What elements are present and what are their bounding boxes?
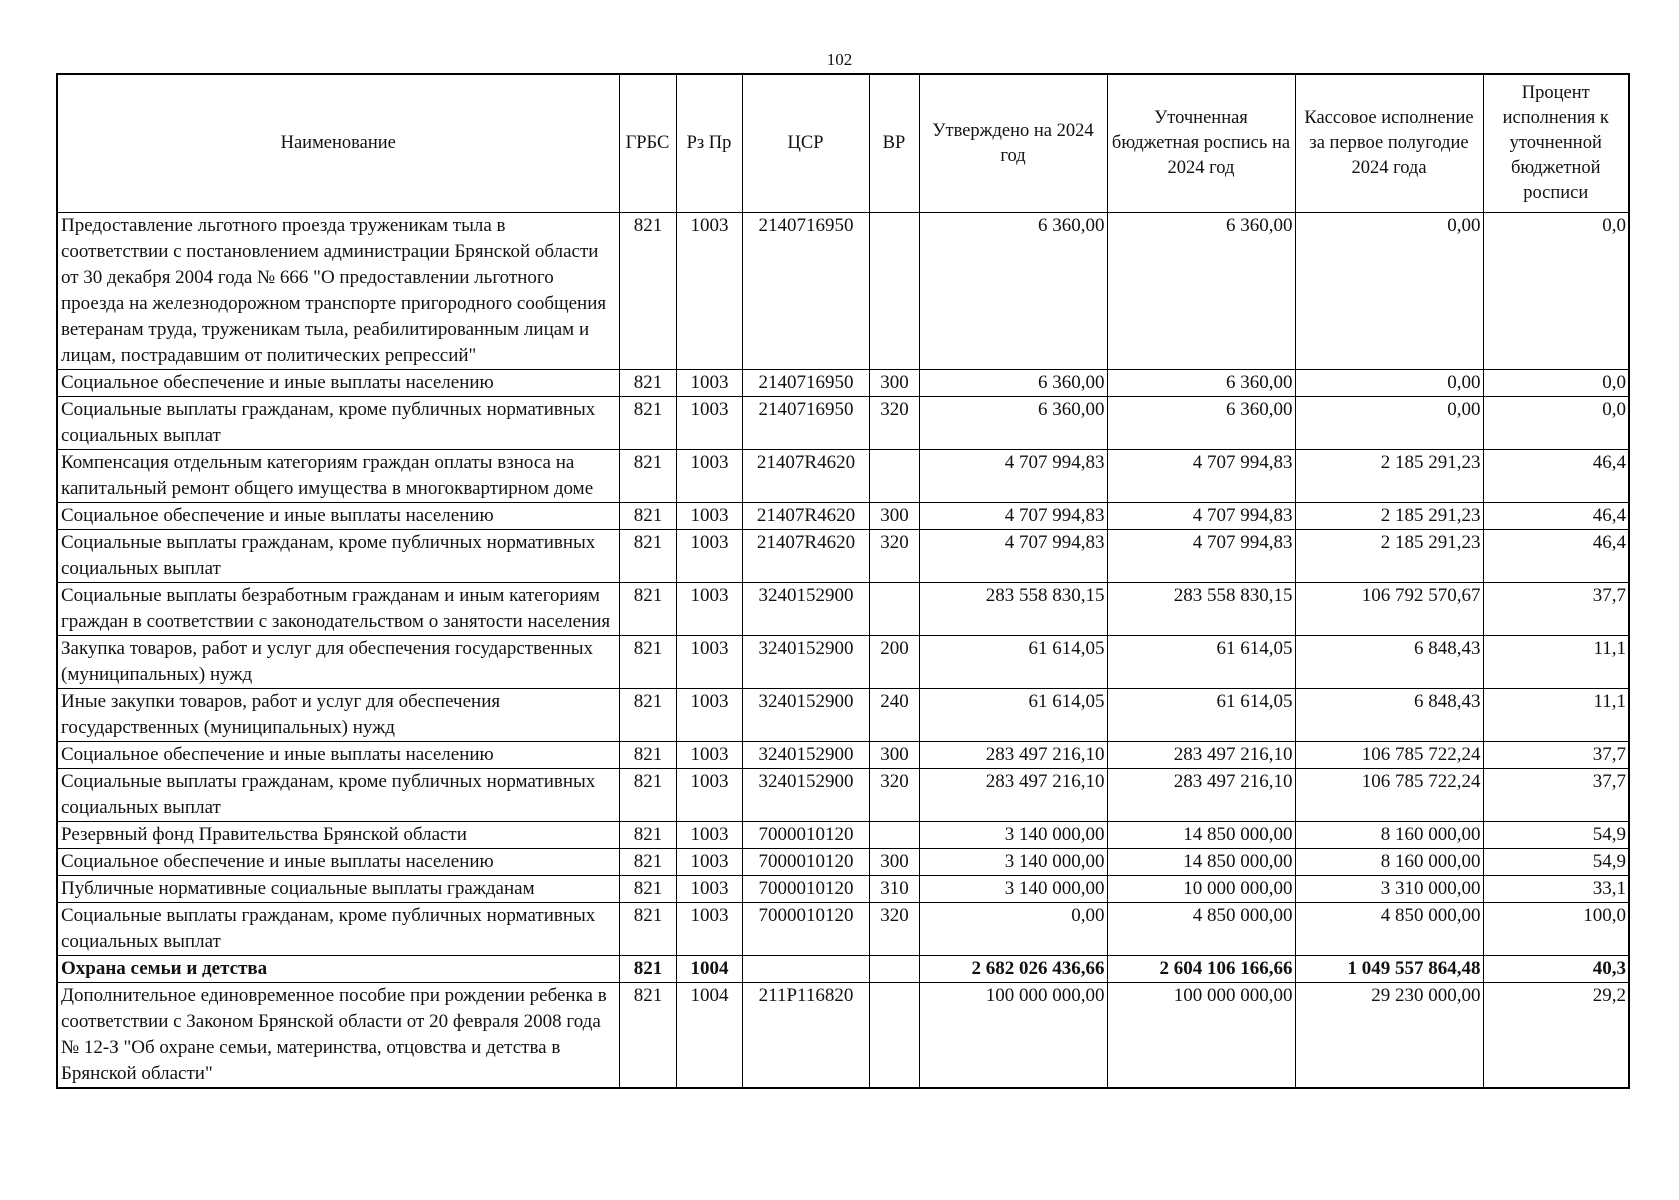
cell-rzpr: 1003 <box>676 876 742 903</box>
cell-approved: 4 707 994,83 <box>919 503 1107 530</box>
cell-cash: 2 185 291,23 <box>1295 503 1483 530</box>
cell-name: Социальные выплаты гражданам, кроме публичных нормативных социальных выплат <box>57 530 619 583</box>
table-row <box>57 903 1629 956</box>
budget-table <box>56 73 1630 1089</box>
cell-cash: 0,00 <box>1295 213 1483 370</box>
cell-name: Социальные выплаты гражданам, кроме публичных нормативных социальных выплат <box>57 903 619 956</box>
cell-grbs: 821 <box>619 822 676 849</box>
cell-name: Дополнительное единовременное пособие при рождении ребенка в соответствии с Законом Брянской области от 20 февраля 2008 года № 12-З "Об охране семьи, материнства, отцовства и детства в Брянской области" <box>57 983 619 1089</box>
cell-refined: 2 604 106 166,66 <box>1107 956 1295 983</box>
cell-percent: 0,0 <box>1483 213 1629 370</box>
cell-vr: 300 <box>869 849 919 876</box>
table-row <box>57 742 1629 769</box>
cell-csr: 7000010120 <box>742 903 869 956</box>
header-name: Наименование <box>57 74 619 213</box>
cell-grbs: 821 <box>619 742 676 769</box>
table-row <box>57 213 1629 370</box>
header-row <box>57 74 1629 213</box>
header-cash: Кассовое исполнение за первое полугодие 2024 года <box>1295 74 1483 213</box>
cell-cash: 1 049 557 864,48 <box>1295 956 1483 983</box>
cell-name: Публичные нормативные социальные выплаты гражданам <box>57 876 619 903</box>
cell-refined: 283 497 216,10 <box>1107 769 1295 822</box>
cell-approved: 4 707 994,83 <box>919 450 1107 503</box>
cell-name: Компенсация отдельным категориям граждан оплаты взноса на капитальный ремонт общего имущества в многоквартирном доме <box>57 450 619 503</box>
cell-rzpr: 1004 <box>676 983 742 1089</box>
cell-approved: 0,00 <box>919 903 1107 956</box>
cell-rzpr: 1003 <box>676 689 742 742</box>
cell-csr: 21407R4620 <box>742 503 869 530</box>
cell-rzpr: 1003 <box>676 822 742 849</box>
cell-cash: 8 160 000,00 <box>1295 849 1483 876</box>
cell-grbs: 821 <box>619 397 676 450</box>
cell-vr <box>869 583 919 636</box>
cell-cash: 4 850 000,00 <box>1295 903 1483 956</box>
cell-csr: 3240152900 <box>742 742 869 769</box>
cell-rzpr: 1003 <box>676 530 742 583</box>
cell-grbs: 821 <box>619 636 676 689</box>
cell-cash: 29 230 000,00 <box>1295 983 1483 1089</box>
cell-vr <box>869 822 919 849</box>
cell-approved: 4 707 994,83 <box>919 530 1107 583</box>
cell-name: Закупка товаров, работ и услуг для обеспечения государственных (муниципальных) нужд <box>57 636 619 689</box>
header-csr: ЦСР <box>742 74 869 213</box>
cell-grbs: 821 <box>619 503 676 530</box>
cell-grbs: 821 <box>619 530 676 583</box>
cell-cash: 106 792 570,67 <box>1295 583 1483 636</box>
cell-refined: 4 707 994,83 <box>1107 530 1295 583</box>
cell-vr <box>869 956 919 983</box>
header-refined: Уточненная бюджетная роспись на 2024 год <box>1107 74 1295 213</box>
cell-csr: 21407R4620 <box>742 450 869 503</box>
cell-cash: 106 785 722,24 <box>1295 769 1483 822</box>
cell-approved: 283 558 830,15 <box>919 583 1107 636</box>
cell-cash: 0,00 <box>1295 397 1483 450</box>
table-row <box>57 689 1629 742</box>
cell-percent: 46,4 <box>1483 503 1629 530</box>
cell-vr: 310 <box>869 876 919 903</box>
cell-percent: 46,4 <box>1483 450 1629 503</box>
cell-grbs: 821 <box>619 213 676 370</box>
cell-approved: 2 682 026 436,66 <box>919 956 1107 983</box>
cell-cash: 2 185 291,23 <box>1295 530 1483 583</box>
header-vr: ВР <box>869 74 919 213</box>
table-row <box>57 530 1629 583</box>
cell-refined: 10 000 000,00 <box>1107 876 1295 903</box>
cell-approved: 3 140 000,00 <box>919 849 1107 876</box>
table-row <box>57 769 1629 822</box>
cell-rzpr: 1003 <box>676 742 742 769</box>
cell-name: Социальное обеспечение и иные выплаты населению <box>57 370 619 397</box>
cell-csr: 3240152900 <box>742 769 869 822</box>
cell-vr: 300 <box>869 503 919 530</box>
cell-csr: 2140716950 <box>742 213 869 370</box>
cell-rzpr: 1004 <box>676 956 742 983</box>
cell-approved: 3 140 000,00 <box>919 822 1107 849</box>
cell-refined: 6 360,00 <box>1107 213 1295 370</box>
cell-refined: 4 850 000,00 <box>1107 903 1295 956</box>
cell-rzpr: 1003 <box>676 450 742 503</box>
cell-grbs: 821 <box>619 450 676 503</box>
cell-percent: 46,4 <box>1483 530 1629 583</box>
cell-grbs: 821 <box>619 689 676 742</box>
cell-name: Социальное обеспечение и иные выплаты населению <box>57 503 619 530</box>
cell-rzpr: 1003 <box>676 903 742 956</box>
cell-percent: 37,7 <box>1483 742 1629 769</box>
cell-csr: 7000010120 <box>742 822 869 849</box>
table-row <box>57 503 1629 530</box>
cell-vr: 300 <box>869 370 919 397</box>
cell-grbs: 821 <box>619 903 676 956</box>
cell-rzpr: 1003 <box>676 397 742 450</box>
cell-csr: 3240152900 <box>742 689 869 742</box>
cell-vr: 300 <box>869 742 919 769</box>
cell-cash: 6 848,43 <box>1295 689 1483 742</box>
cell-cash: 2 185 291,23 <box>1295 450 1483 503</box>
cell-cash: 3 310 000,00 <box>1295 876 1483 903</box>
cell-refined: 4 707 994,83 <box>1107 450 1295 503</box>
cell-csr: 3240152900 <box>742 636 869 689</box>
cell-name: Социальные выплаты безработным гражданам и иным категориям граждан в соответствии с законодательством о занятости населения <box>57 583 619 636</box>
cell-rzpr: 1003 <box>676 769 742 822</box>
cell-refined: 6 360,00 <box>1107 370 1295 397</box>
cell-approved: 6 360,00 <box>919 213 1107 370</box>
cell-vr <box>869 213 919 370</box>
cell-rzpr: 1003 <box>676 370 742 397</box>
cell-approved: 3 140 000,00 <box>919 876 1107 903</box>
cell-percent: 37,7 <box>1483 769 1629 822</box>
cell-name: Иные закупки товаров, работ и услуг для обеспечения государственных (муниципальных) нужд <box>57 689 619 742</box>
cell-name: Социальные выплаты гражданам, кроме публичных нормативных социальных выплат <box>57 397 619 450</box>
table-row <box>57 397 1629 450</box>
cell-percent: 100,0 <box>1483 903 1629 956</box>
cell-approved: 100 000 000,00 <box>919 983 1107 1089</box>
cell-vr: 200 <box>869 636 919 689</box>
table-row <box>57 849 1629 876</box>
cell-percent: 54,9 <box>1483 822 1629 849</box>
cell-percent: 0,0 <box>1483 370 1629 397</box>
cell-rzpr: 1003 <box>676 503 742 530</box>
table-body <box>57 213 1629 1089</box>
header-grbs: ГРБС <box>619 74 676 213</box>
cell-approved: 61 614,05 <box>919 636 1107 689</box>
cell-refined: 4 707 994,83 <box>1107 503 1295 530</box>
cell-percent: 0,0 <box>1483 397 1629 450</box>
cell-approved: 283 497 216,10 <box>919 769 1107 822</box>
cell-vr: 240 <box>869 689 919 742</box>
cell-rzpr: 1003 <box>676 636 742 689</box>
cell-csr: 7000010120 <box>742 876 869 903</box>
cell-cash: 0,00 <box>1295 370 1483 397</box>
cell-name: Социальное обеспечение и иные выплаты населению <box>57 742 619 769</box>
cell-rzpr: 1003 <box>676 849 742 876</box>
table-row <box>57 636 1629 689</box>
cell-percent: 33,1 <box>1483 876 1629 903</box>
cell-rzpr: 1003 <box>676 583 742 636</box>
cell-name: Социальные выплаты гражданам, кроме публичных нормативных социальных выплат <box>57 769 619 822</box>
cell-cash: 8 160 000,00 <box>1295 822 1483 849</box>
cell-refined: 100 000 000,00 <box>1107 983 1295 1089</box>
cell-vr: 320 <box>869 397 919 450</box>
cell-grbs: 821 <box>619 876 676 903</box>
table-row <box>57 370 1629 397</box>
header-percent: Процент исполнения к уточненной бюджетной росписи <box>1483 74 1629 213</box>
page-number: 102 <box>826 50 853 69</box>
table-row <box>57 956 1629 983</box>
table-row <box>57 822 1629 849</box>
cell-csr: 2140716950 <box>742 370 869 397</box>
cell-csr <box>742 956 869 983</box>
cell-grbs: 821 <box>619 983 676 1089</box>
cell-vr: 320 <box>869 530 919 583</box>
cell-approved: 6 360,00 <box>919 370 1107 397</box>
cell-cash: 106 785 722,24 <box>1295 742 1483 769</box>
header-rzpr: Рз Пр <box>676 74 742 213</box>
cell-csr: 7000010120 <box>742 849 869 876</box>
header-approved: Утверждено на 2024 год <box>919 74 1107 213</box>
cell-grbs: 821 <box>619 370 676 397</box>
cell-percent: 54,9 <box>1483 849 1629 876</box>
cell-csr: 211P116820 <box>742 983 869 1089</box>
cell-approved: 283 497 216,10 <box>919 742 1107 769</box>
cell-cash: 6 848,43 <box>1295 636 1483 689</box>
cell-csr: 3240152900 <box>742 583 869 636</box>
cell-name: Предоставление льготного проезда труженикам тыла в соответствии с постановлением администрации Брянской области от 30 декабря 2004 года № 666 "О предоставлении льготного проезда на железнодорожном транспорте пригородного сообщения ветеранам труда, труженикам тыла, реабилитированным лицам и лицам, пострадавшим от политических репрессий" <box>57 213 619 370</box>
cell-name: Охрана семьи и детства <box>57 956 619 983</box>
cell-vr: 320 <box>869 903 919 956</box>
table-row <box>57 876 1629 903</box>
cell-percent: 11,1 <box>1483 636 1629 689</box>
cell-refined: 283 558 830,15 <box>1107 583 1295 636</box>
cell-refined: 14 850 000,00 <box>1107 822 1295 849</box>
cell-percent: 11,1 <box>1483 689 1629 742</box>
cell-refined: 14 850 000,00 <box>1107 849 1295 876</box>
table-row <box>57 583 1629 636</box>
table-row <box>57 983 1629 1089</box>
cell-grbs: 821 <box>619 583 676 636</box>
table-row <box>57 450 1629 503</box>
cell-refined: 283 497 216,10 <box>1107 742 1295 769</box>
cell-percent: 40,3 <box>1483 956 1629 983</box>
cell-vr <box>869 983 919 1089</box>
cell-grbs: 821 <box>619 769 676 822</box>
cell-vr: 320 <box>869 769 919 822</box>
cell-percent: 37,7 <box>1483 583 1629 636</box>
cell-grbs: 821 <box>619 956 676 983</box>
cell-vr <box>869 450 919 503</box>
cell-csr: 2140716950 <box>742 397 869 450</box>
cell-approved: 61 614,05 <box>919 689 1107 742</box>
cell-approved: 6 360,00 <box>919 397 1107 450</box>
cell-refined: 6 360,00 <box>1107 397 1295 450</box>
cell-csr: 21407R4620 <box>742 530 869 583</box>
cell-refined: 61 614,05 <box>1107 689 1295 742</box>
cell-percent: 29,2 <box>1483 983 1629 1089</box>
cell-grbs: 821 <box>619 849 676 876</box>
cell-name: Социальное обеспечение и иные выплаты населению <box>57 849 619 876</box>
cell-name: Резервный фонд Правительства Брянской области <box>57 822 619 849</box>
cell-rzpr: 1003 <box>676 213 742 370</box>
cell-refined: 61 614,05 <box>1107 636 1295 689</box>
